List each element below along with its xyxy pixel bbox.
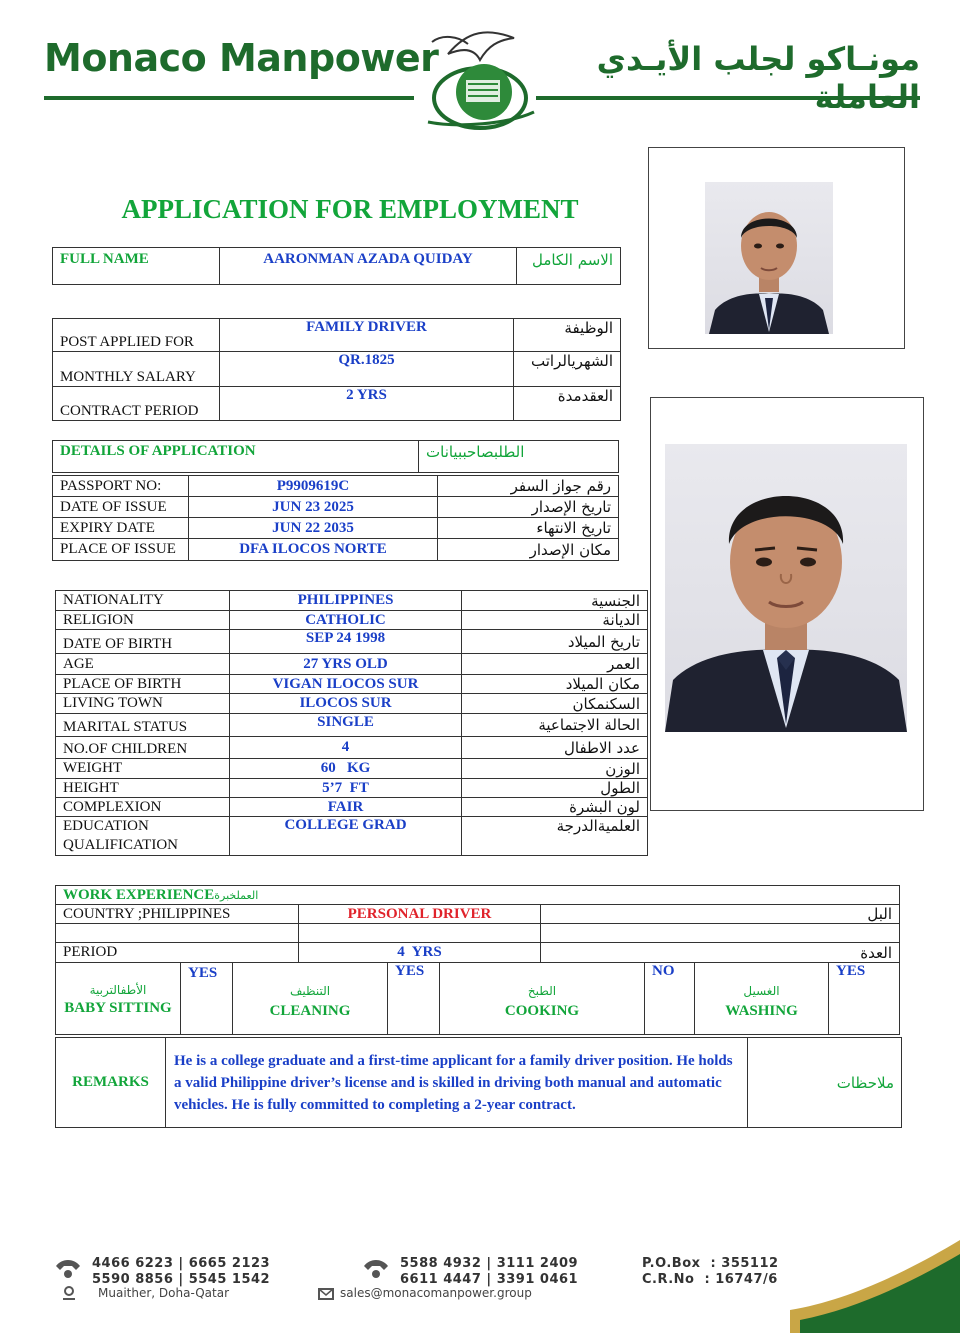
personal-value: 5’7 FT <box>230 779 462 798</box>
personal-details-table <box>55 590 648 856</box>
passport-value: DFA ILOCOS NORTE <box>189 539 438 561</box>
job-table <box>52 318 621 421</box>
phone-icon <box>362 1258 390 1285</box>
job-row <box>53 319 621 352</box>
header-rule-left <box>44 96 414 100</box>
location-icon <box>62 1286 76 1305</box>
personal-label-ar: عدد الاطفال <box>462 737 648 759</box>
remarks-label: REMARKS <box>56 1038 166 1128</box>
skill-label-ar: الأطفالتربية <box>89 983 147 997</box>
personal-label: NATIONALITY <box>56 591 230 611</box>
passport-table <box>52 475 619 561</box>
personal-value: COLLEGE GRAD <box>230 817 462 856</box>
passport-label: EXPIRY DATE <box>53 518 189 539</box>
full-name-table <box>52 247 621 285</box>
job-row <box>53 352 621 387</box>
skill-label: CLEANING <box>269 1003 351 1019</box>
personal-label: WEIGHT <box>56 759 230 779</box>
personal-value: 60 KG <box>230 759 462 779</box>
skill-cell <box>695 963 829 1035</box>
footer-crno: C.R.No : 16747/6 <box>642 1272 778 1287</box>
work-period-value: 4 YRS <box>299 943 541 963</box>
footer-pobox: P.O.Box : 355112 <box>642 1256 779 1271</box>
skill-label-ar: الطبخ <box>527 984 557 998</box>
personal-label-ar: الوزن <box>462 759 648 779</box>
photo-frame-large <box>650 397 924 811</box>
personal-label-ar: الجنسية <box>462 591 648 611</box>
work-empty-cell <box>541 924 900 943</box>
job-value: QR.1825 <box>220 352 514 387</box>
photo-frame-small <box>648 147 905 349</box>
passport-value: P9909619C <box>189 476 438 497</box>
personal-label: LIVING TOWN <box>56 694 230 714</box>
personal-label-ar: الديانة <box>462 611 648 630</box>
personal-label: EDUCATION QUALIFICATION <box>56 817 230 856</box>
passport-label-ar: مكان الإصدار <box>438 539 619 561</box>
personal-value: 4 <box>230 737 462 759</box>
personal-label-ar: مكان الميلاد <box>462 675 648 694</box>
personal-value: VIGAN ILOCOS SUR <box>230 675 462 694</box>
footer-corner-decoration <box>790 1240 960 1338</box>
details-header-table <box>52 440 619 473</box>
personal-label-ar: لون البشرة <box>462 798 648 817</box>
work-period-label: PERIOD <box>56 943 299 963</box>
skill-label-ar: الغسيل <box>743 984 780 998</box>
work-header-label-ar: العملخبرة <box>214 888 259 902</box>
skills-table <box>55 962 900 1035</box>
personal-label: AGE <box>56 654 230 675</box>
job-value: FAMILY DRIVER <box>220 319 514 352</box>
passport-label: PASSPORT NO: <box>53 476 189 497</box>
personal-value: CATHOLIC <box>230 611 462 630</box>
skill-value: YES <box>181 963 233 1035</box>
job-label: POST APPLIED FOR <box>53 319 220 352</box>
work-empty-cell <box>56 924 299 943</box>
skill-label: WASHING <box>725 1003 798 1019</box>
personal-label: HEIGHT <box>56 779 230 798</box>
personal-label-ar: العمر <box>462 654 648 675</box>
personal-label: RELIGION <box>56 611 230 630</box>
personal-label-ar: السكنمكان <box>462 694 648 714</box>
footer-phones-group-a-line2: 5590 8856 | 5545 1542 <box>92 1272 271 1287</box>
remarks-table <box>55 1037 902 1128</box>
footer-phones-group-a-line1: 4466 6223 | 6665 2123 <box>92 1256 271 1271</box>
applicant-photo-large <box>665 444 907 732</box>
skill-cell <box>440 963 645 1035</box>
work-empty-cell <box>299 924 541 943</box>
passport-label: DATE OF ISSUE <box>53 497 189 518</box>
work-country-label-ar: البل <box>541 905 900 924</box>
skill-label: COOKING <box>504 1003 580 1019</box>
personal-value: PHILIPPINES <box>230 591 462 611</box>
work-position: PERSONAL DRIVER <box>299 905 541 924</box>
full-name-label-ar: الاسم الكامل <box>517 248 621 285</box>
full-name-value: AARONMAN AZADA QUIDAY <box>220 248 517 285</box>
brand-name-english: Monaco Manpower <box>44 36 439 80</box>
passport-label: PLACE OF ISSUE <box>53 539 189 561</box>
work-experience-header <box>56 886 900 905</box>
details-header-label: DETAILS OF APPLICATION <box>53 441 419 473</box>
company-logo <box>418 20 538 132</box>
work-period-label-ar: العدة <box>541 943 900 963</box>
personal-label-ar: الطول <box>462 779 648 798</box>
footer-phones-group-b-line1: 5588 4932 | 3111 2409 <box>400 1256 579 1271</box>
personal-label-ar: العلميةالدرجة <box>462 817 648 856</box>
passport-value: JUN 22 2035 <box>189 518 438 539</box>
phone-icon <box>54 1258 82 1285</box>
skill-value: YES <box>829 963 900 1035</box>
footer-phones-group-b-line2: 6611 4447 | 3391 0461 <box>400 1272 579 1287</box>
personal-label: NO.OF CHILDREN <box>56 737 230 759</box>
skill-cell <box>233 963 388 1035</box>
passport-value: JUN 23 2025 <box>189 497 438 518</box>
email-icon <box>318 1287 334 1305</box>
form-title: APPLICATION FOR EMPLOYMENT <box>121 194 579 224</box>
work-country: COUNTRY ;PHILIPPINES <box>56 905 299 924</box>
work-header-label: WORK EXPERIENCE <box>63 886 215 903</box>
job-row <box>53 387 621 421</box>
job-label-ar: الشهريالراتب <box>514 352 621 387</box>
full-name-label: FULL NAME <box>53 248 220 285</box>
personal-value: 27 YRS OLD <box>230 654 462 675</box>
job-value: 2 YRS <box>220 387 514 421</box>
personal-label-ar: تاريخ الميلاد <box>462 630 648 654</box>
personal-label-ar: الحالة الاجتماعية <box>462 714 648 737</box>
skill-value: NO <box>645 963 695 1035</box>
personal-value: SINGLE <box>230 714 462 737</box>
passport-label-ar: تاريخ الانتهاء <box>438 518 619 539</box>
footer-address: Muaither, Doha-Qatar <box>98 1286 230 1300</box>
brand-name-arabic: مونـاكو لجلب الأيـدي العاملة <box>596 40 920 116</box>
job-label-ar: الوظيفة <box>514 319 621 352</box>
details-header-label-ar: الطلبصاحببيانات <box>419 441 619 473</box>
job-label: MONTHLY SALARY <box>53 352 220 387</box>
personal-label: DATE OF BIRTH <box>56 630 230 654</box>
personal-value: ILOCOS SUR <box>230 694 462 714</box>
job-label: CONTRACT PERIOD <box>53 387 220 421</box>
applicant-photo-small <box>705 182 833 334</box>
job-label-ar: العقدمدة <box>514 387 621 421</box>
personal-value: SEP 24 1998 <box>230 630 462 654</box>
personal-label: MARITAL STATUS <box>56 714 230 737</box>
personal-value: FAIR <box>230 798 462 817</box>
skill-label: BABY SITTING <box>64 1000 172 1016</box>
personal-label: PLACE OF BIRTH <box>56 675 230 694</box>
remarks-text: He is a college graduate and a first-time applicant for a family driver position. He holds a valid Philippine driver’s license and is skilled in driving both manual and automatic vehicles. He is fully committed to completing a 2-year contract. <box>166 1038 748 1128</box>
remarks-label-ar: ملاحظات <box>748 1038 902 1128</box>
skill-value: YES <box>388 963 440 1035</box>
passport-label-ar: تاريخ الإصدار <box>438 497 619 518</box>
passport-label-ar: رقم جواز السفر <box>438 476 619 497</box>
personal-label: COMPLEXION <box>56 798 230 817</box>
skill-label-ar: التنظيف <box>289 984 331 998</box>
work-experience-table <box>55 885 900 963</box>
skill-cell <box>56 963 181 1035</box>
footer-email: sales@monacomanpower.group <box>340 1286 532 1300</box>
